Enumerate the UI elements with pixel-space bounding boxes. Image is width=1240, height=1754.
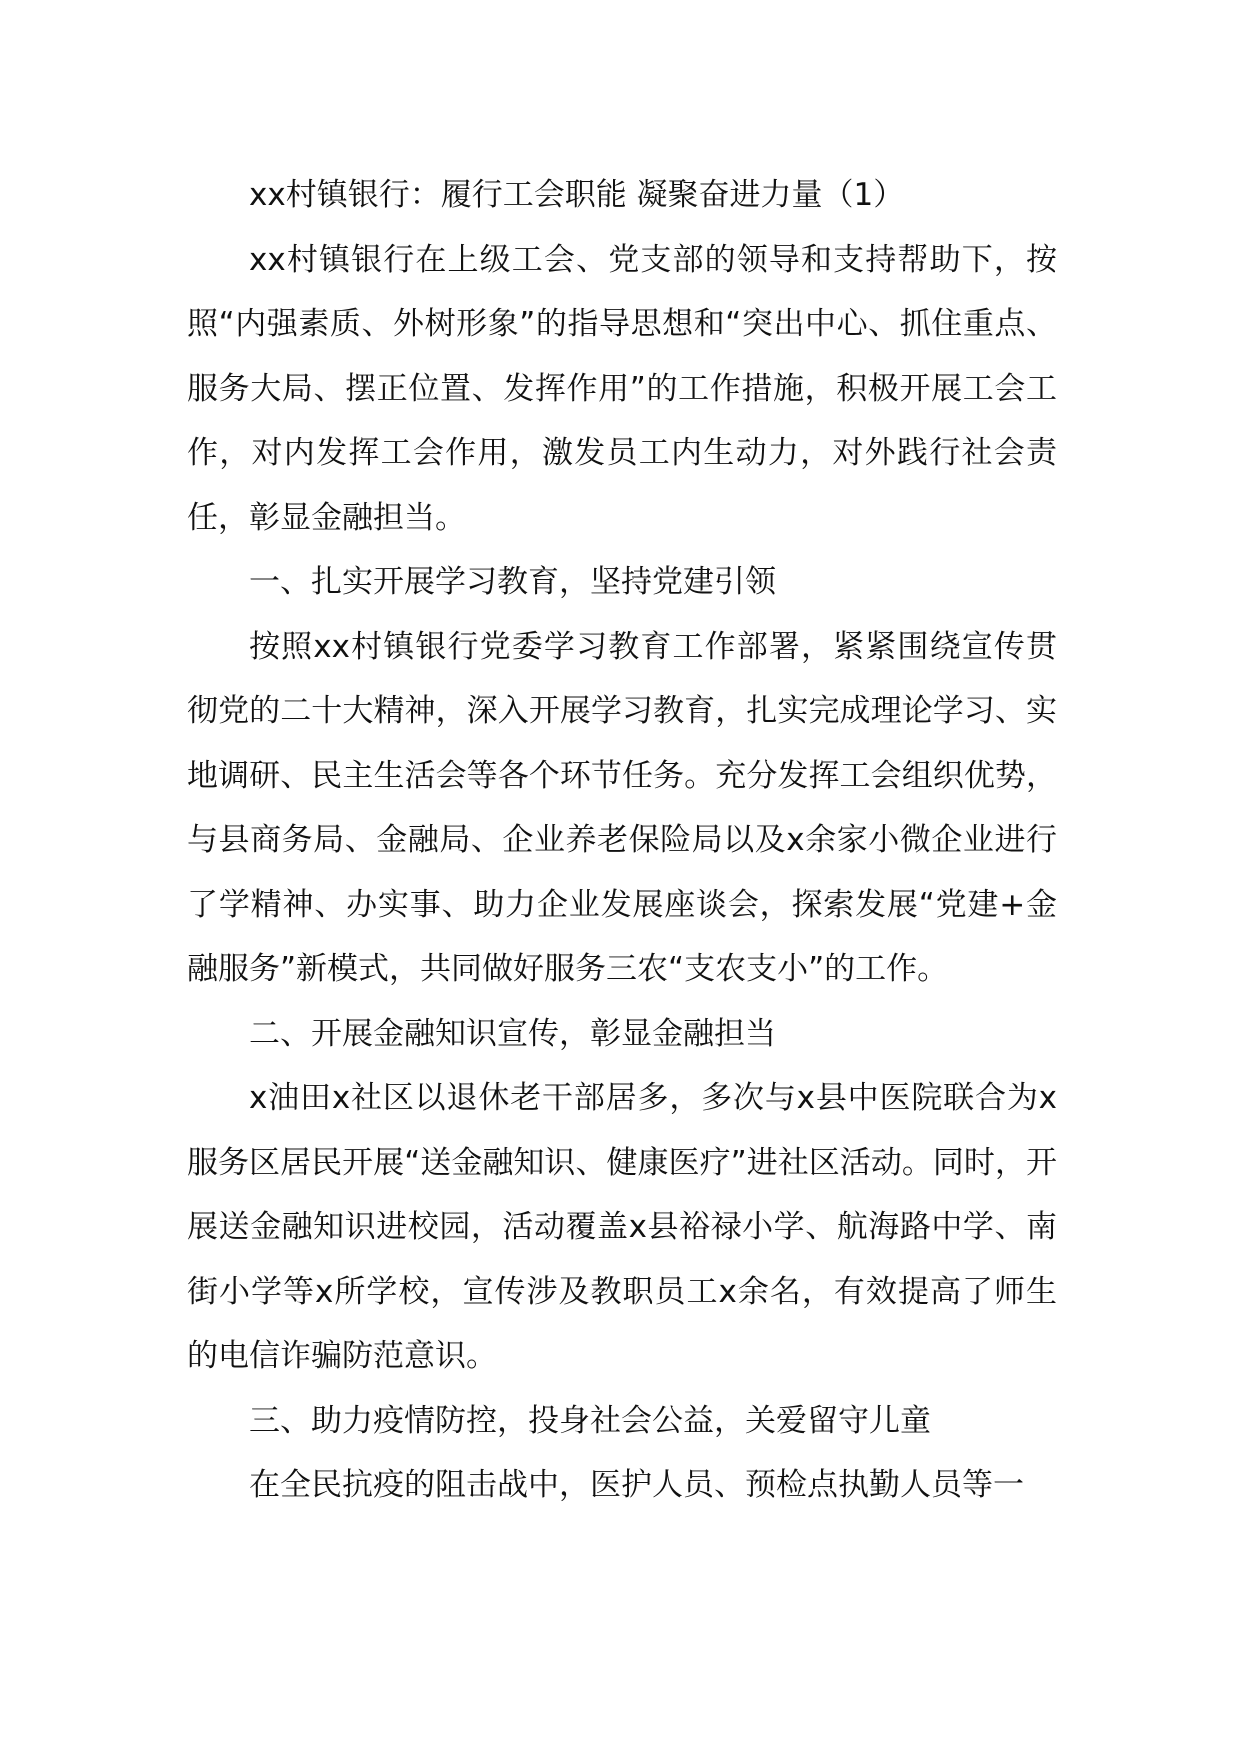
document-title: xx村镇银行：履行工会职能 凝聚奋进力量（1） [249, 177, 905, 213]
section-heading-1: 一、扎实开展学习教育，坚持党建引领 [249, 564, 776, 600]
paragraph-section-1: 按照xx村镇银行党委学习教育工作部署，紧紧围绕宣传贯彻党的二十大精神，深入开展学习教育，扎实完成理论学习、实地调研、民主生活会等各个环节任务。充分发挥工会组织优势，与县商务局、金融局、企业养老保险局以及x余家小微企业进行了学精神、办实事、助力企业发展座谈会，探索发展“党建+金融服务”新模式，共同做好服务三农“支农支小”的工作。 [187, 628, 1057, 987]
section-heading-3: 三、助力疫情防控，投身社会公益，关爱留守儿童 [249, 1402, 931, 1439]
section-heading-2: 二、开展金融知识宣传，彰显金融担当 [249, 1015, 776, 1052]
paragraph-intro: xx村镇银行在上级工会、党支部的领导和支持帮助下，按照“内强素质、外树形象”的指导思想和“突出中心、抓住重点、服务大局、摆正位置、发挥作用”的工作措施，积极开展工会工作，对内发挥工会作用，激发员工内生动力，对外践行社会责任，彰显金融担当。 [187, 241, 1057, 536]
paragraph-section-2: x油田x社区以退休老干部居多，多次与x县中医院联合为x服务区居民开展“送金融知识、健康医疗”进社区活动。同时，开展送金融知识进校园，活动覆盖x县裕禄小学、航海路中学、南街小学等x所学校，宣传涉及教职员工x余名，有效提高了师生的电信诈骗防范意识。 [187, 1080, 1057, 1374]
paragraph-section-3: 在全民抗疫的阻击战中，医护人员、预检点执勤人员等一 [249, 1467, 1024, 1503]
document-body [187, 163, 1057, 1518]
